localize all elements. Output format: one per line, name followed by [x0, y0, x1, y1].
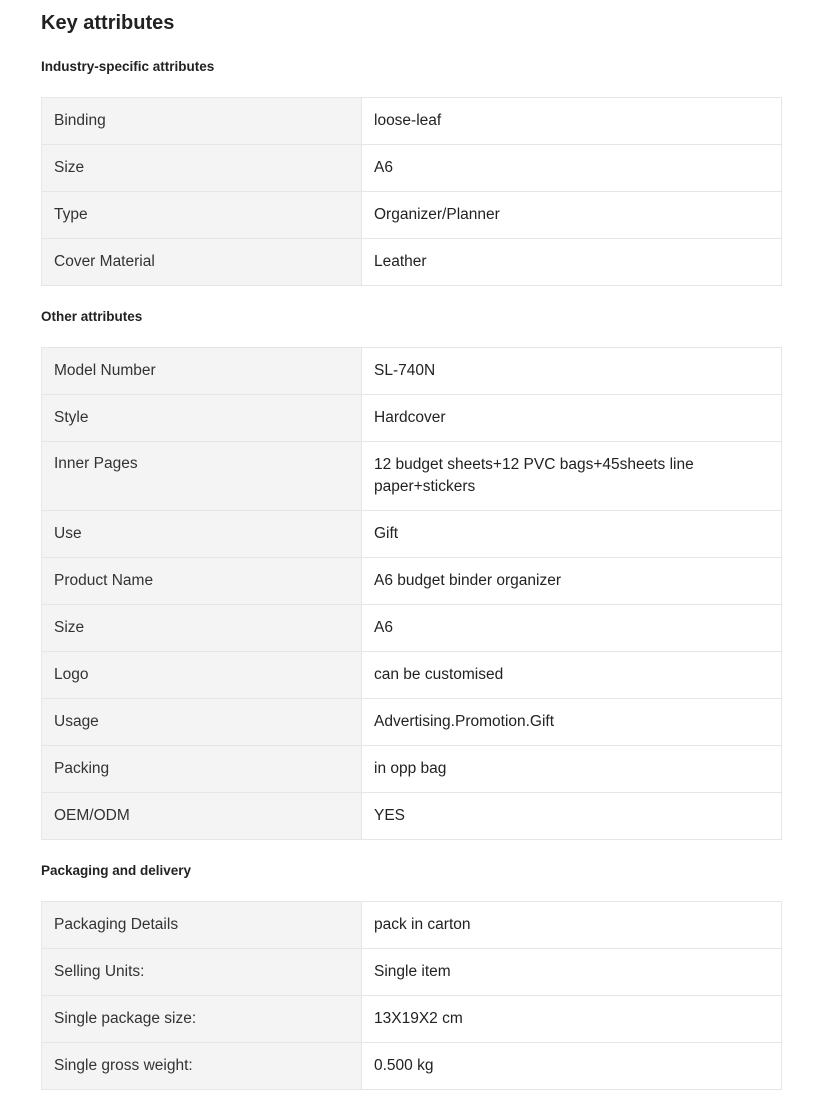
table-row — [42, 746, 782, 793]
attribute-value: pack in carton — [362, 902, 782, 949]
attribute-value: SL-740N — [362, 348, 782, 395]
attribute-key: OEM/ODM — [42, 793, 362, 840]
section-title-industry: Industry-specific attributes — [41, 59, 215, 74]
table-row — [42, 996, 782, 1043]
attribute-key: Binding — [42, 98, 362, 145]
attribute-key: Model Number — [42, 348, 362, 395]
attribute-value: 0.500 kg — [362, 1043, 782, 1090]
attribute-key: Use — [42, 511, 362, 558]
attribute-value: Single item — [362, 949, 782, 996]
table-row — [42, 395, 782, 442]
table-row — [42, 98, 782, 145]
attribute-value: Gift — [362, 511, 782, 558]
attribute-key: Usage — [42, 699, 362, 746]
attribute-value: A6 — [362, 605, 782, 652]
table-row — [42, 239, 782, 286]
attribute-value: YES — [362, 793, 782, 840]
table-row — [42, 902, 782, 949]
table-row — [42, 145, 782, 192]
attribute-value: A6 budget binder organizer — [362, 558, 782, 605]
attribute-value: Hardcover — [362, 395, 782, 442]
attribute-value: Advertising.Promotion.Gift — [362, 699, 782, 746]
table-row — [42, 605, 782, 652]
table-row — [42, 442, 782, 511]
table-row — [42, 511, 782, 558]
attribute-key: Single package size: — [42, 996, 362, 1043]
table-row — [42, 192, 782, 239]
table-row — [42, 699, 782, 746]
attribute-key: Size — [42, 605, 362, 652]
attribute-value: loose-leaf — [362, 98, 782, 145]
attribute-value: in opp bag — [362, 746, 782, 793]
table-row — [42, 652, 782, 699]
page-title: Key attributes — [41, 12, 175, 34]
industry-attributes-table — [41, 97, 782, 286]
attribute-key: Packing — [42, 746, 362, 793]
attribute-key: Packaging Details — [42, 902, 362, 949]
attribute-value: Organizer/Planner — [362, 192, 782, 239]
attribute-value: 12 budget sheets+12 PVC bags+45sheets line paper+stickers — [362, 442, 782, 511]
attribute-key: Size — [42, 145, 362, 192]
attribute-key: Product Name — [42, 558, 362, 605]
table-row — [42, 348, 782, 395]
attribute-key: Cover Material — [42, 239, 362, 286]
attribute-key: Style — [42, 395, 362, 442]
attribute-value: A6 — [362, 145, 782, 192]
attribute-key: Logo — [42, 652, 362, 699]
attribute-value: Leather — [362, 239, 782, 286]
section-title-packaging: Packaging and delivery — [41, 863, 192, 878]
attribute-key: Single gross weight: — [42, 1043, 362, 1090]
attribute-value: can be customised — [362, 652, 782, 699]
table-row — [42, 793, 782, 840]
packaging-attributes-table — [41, 901, 782, 1090]
table-row — [42, 1043, 782, 1090]
attribute-key: Inner Pages — [42, 442, 362, 511]
attribute-key: Selling Units: — [42, 949, 362, 996]
table-row — [42, 558, 782, 605]
table-row — [42, 949, 782, 996]
attribute-value: 13X19X2 cm — [362, 996, 782, 1043]
section-title-other: Other attributes — [41, 309, 143, 324]
other-attributes-table — [41, 347, 782, 840]
attribute-key: Type — [42, 192, 362, 239]
